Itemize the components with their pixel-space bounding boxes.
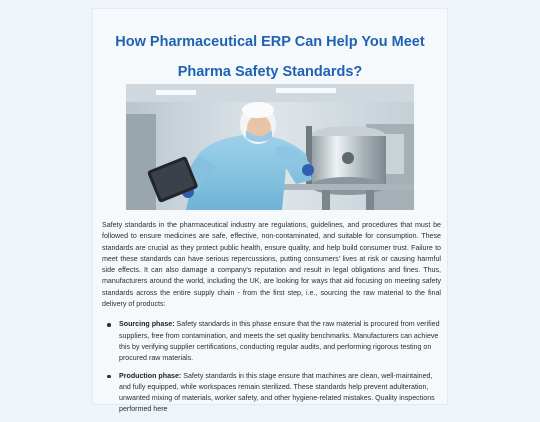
article-body <box>102 220 441 422</box>
title-line-2: Pharma Safety Standards? <box>177 64 363 80</box>
phase-text: Safety standards in this phase ensure that the raw material is procured from verified suppliers, free from contamination, and meets the set quality benchmarks. Manufacturers can achieve this by verifying supplier certifications, conducting regular audits, and performing rigorous testing on procured raw materials. <box>119 320 440 363</box>
list-item <box>115 319 441 364</box>
phase-name: Sourcing phase: <box>119 320 175 329</box>
hero-image <box>126 84 414 210</box>
title-line-1: How Pharmaceutical ERP Can Help You Meet <box>115 34 425 50</box>
article-title <box>93 9 447 84</box>
phase-text: Safety standards in this stage ensure that machines are clean, well-maintained, and fully equipped, while workspaces remain sterilized. These standards help prevent adulteration, unwanted mixing of materials, worker safety, and other hygiene-related mistakes. Quality inspections performed here <box>119 371 435 414</box>
phase-name: Production phase: <box>119 371 182 380</box>
list-item <box>115 371 441 416</box>
phase-list <box>102 319 441 415</box>
intro-paragraph: Safety standards in the pharmaceutical industry are regulations, guidelines, and procedures that must be followed to ensure medicines are safe, effective, non-contaminated, and suitable for consumption. These standards are crucial as they protect public health, ensure quality, and help build consumer trust. Failure to meet these standards can have serious repercussions, putting consumers' lives at risk or causing harmful side effects. It can also damage a company's reputation and result in legal obligations and fines. Thus, manufacturers around the world, including the UK, are looking for ways that aid focusing on meeting safety standards across the entire supply chain - from the first step, i.e., sourcing the raw material to the final delivery of products: <box>102 221 441 309</box>
article-card <box>92 8 448 414</box>
